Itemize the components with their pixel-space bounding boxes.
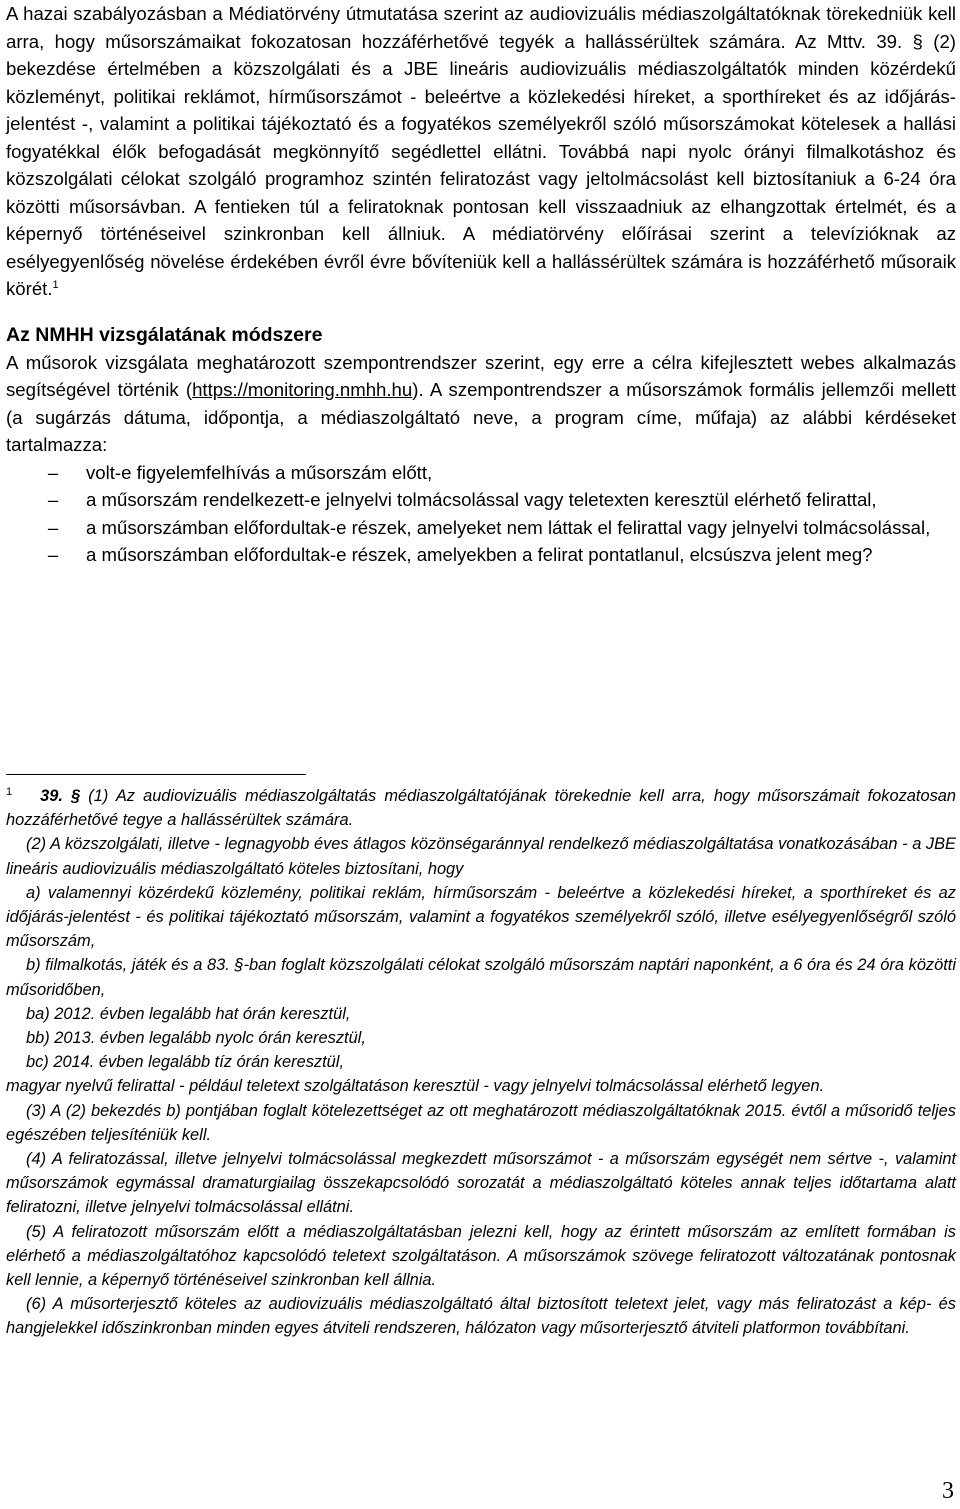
list-item [6, 459, 956, 487]
intro-paragraph [6, 0, 956, 303]
dash-bullet: – [47, 516, 59, 538]
question-text: a műsorszámban előfordultak-e részek, amelyeket nem láttak el felirattal vagy jelnyelvi tolmácsolással, [86, 516, 931, 538]
footnote-paragraph: ba) 2012. évben legalább hat órán keresztül, [26, 1004, 351, 1023]
question-text: a műsorszámban előfordultak-e részek, amelyekben a felirat pontatlanul, elcsúszva jelent meg? [86, 544, 873, 565]
footnote-mark: 1 [6, 785, 13, 798]
footnote-paragraph: bb) 2013. évben legalább nyolc órán keresztül, [26, 1029, 366, 1048]
dash-bullet: – [47, 489, 59, 510]
footnote-paragraph: magyar nyelvű felirattal - például teletext szolgáltatáson keresztül - vagy jelnyelvi tolmácsolással elérhető legyen. [6, 1077, 825, 1096]
body-text [6, 0, 956, 569]
footnote-reference[interactable]: 1 [52, 278, 59, 291]
method-text-start: A műsorok vizsgálata meghatározott szempontrendszer szerint, egy erre a célra kifejlesztett webes alkalmazás segítségével történik ( [6, 351, 956, 400]
footnote-paragraph: bc) 2014. évben legalább tíz órán keresztül, [26, 1053, 344, 1072]
footnote-paragraph: (4) A feliratozással, illetve jelnyelvi tolmácsolással megkezdett műsorszámot - a műsorszám egységét nem sértve -, valamint műsorszámok egymással dramaturgiailag összekapcsolódó sorozatát a médiaszolgáltató köteles annak teljes időtartama alatt feliratozni, illetve jelnyelvi tolmácsolással ellátni. [6, 1150, 956, 1217]
monitoring-link[interactable]: https://monitoring.nmhh.hu [192, 379, 413, 400]
list-item [6, 541, 956, 569]
intro-text: A hazai szabályozásban a Médiatörvény útmutatása szerint az audiovizuális médiaszolgáltatóknak törekedniük kell arra, hogy műsorszámaikat fokozatosan hozzáférhetővé tegyék a hallássérültek számára. Az Mttv. 39. § (2) bekezdése értelmében a közszolgálati és a JBE lineáris audiovizuális médiaszolgáltatók minden közérdekű közleményt, politikai reklámot, hírműsorszámot - beleértve a közlekedési híreket, a sporthíreket és az időjárás-jelentést -, valamint a politikai tájékoztató és a fogyatékos személyekről szóló műsorszámokat kötelesek a hallási fogyatékkal élők befogadását megkönnyítő segédlettel ellátni. Továbbá napi nyolc órányi filmalkotáshoz és közszolgálati célokat szolgáló programhoz szintén feliratozást vagy jeltolmácsolást kell biztosítaniuk a 6-24 óra közötti műsorsávban. A fentieken túl a feliratoknak pontosan kell visszaadniuk az elhangzottak értelmét, és a képernyő történéseivel szinkronban kell állniuk. A médiatörvény előírásai szerint a televízióknak az esélyegyenlőség növelése érdekében évről évre bővíteniük kell a hallássérültek számára is hozzáférhető műsoraik körét. [6, 3, 956, 299]
footnote-separator [6, 774, 306, 775]
footnote-paragraph: b) filmalkotás, játék és a 83. §-ban foglalt közszolgálati célokat szolgáló műsorszám naptári naponként, a 6 óra és 24 óra közötti műsoridőben, [6, 956, 956, 999]
dash-bullet: – [47, 461, 59, 483]
section-sign: § [71, 787, 81, 805]
dash-bullet: – [47, 544, 59, 565]
list-item [6, 486, 956, 514]
footnotes [6, 784, 956, 1341]
footnote-paragraph: (5) A feliratozott műsorszám előtt a médiaszolgáltatásban jelezni kell, hogy az érintett műsorszám az említett formában is elérhető a médiaszolgáltatóhoz kapcsolódó teletext szolgáltatáson. A műsorszámok szövege feliratozott változatának pontosnak kell lennie, a képernyő történéseivel szinkronban kell állnia. [6, 1222, 956, 1290]
footnote-paragraph: a) valamennyi közérdekű közlemény, politikai reklám, hírműsorszám - beleértve a közlekedési híreket, a sporthíreket és az időjárás-jelentést - és politikai tájékoztató műsorszám, valamint a fogyatékos személyekről szóló, illetve esélyegyenlőségről szóló műsorszám, [6, 883, 956, 951]
list-item [6, 514, 956, 542]
method-text-end: ). A szempontrendszer a műsorszámok formális jellemzői mellett (a sugárzás dátuma, időpontja, a médiaszolgáltató neve, a program címe, műfaja) az alábbi kérdéseket tartalmazza: [6, 379, 956, 455]
footnote-section-ref: 39. [40, 787, 63, 805]
footnote-paragraph: (3) A (2) bekezdés b) pontjában foglalt kötelezettséget az ott meghatározott médiaszolgáltatóknak 2015. évtől a műsoridő teljes egészében teljesíténiük kell. [6, 1101, 956, 1144]
footnote-paragraph [6, 784, 956, 832]
footnote-paragraph: (2) A közszolgálati, illetve - legnagyobb éves átlagos közönségaránnyal rendelkező médiaszolgáltatása vonatkozásában - a JBE lineáris audiovizuális médiaszolgáltató köteles biztosítani, hogy [6, 835, 956, 878]
question-list [6, 459, 956, 569]
page-number: 3 [942, 1478, 954, 1504]
method-paragraph [6, 349, 956, 459]
question-text: volt-e figyelemfelhívás a műsorszám előtt, [86, 461, 433, 483]
footnote-paragraph: (6) A műsorterjesztő köteles az audiovizuális médiaszolgáltató által biztosított teletext jelet, vagy más feliratozást a kép- és hangjelekkel időszinkronban minden egyes átviteli rendszeren, hálózaton vagy műsorterjesztő átviteli platformon továbbítani. [6, 1295, 956, 1338]
question-text: a műsorszám rendelkezett-e jelnyelvi tolmácsolással vagy teletexten keresztül elérhető felirattal, [86, 489, 877, 510]
section-heading: Az NMHH vizsgálatának módszere [6, 323, 323, 346]
footnote-text: (1) Az audiovizuális médiaszolgáltatás médiaszolgáltatójának törekednie kell arra, hogy műsorszámait fokozatosan hozzáférhetővé tegye a hallássérültek számára. [6, 787, 956, 830]
